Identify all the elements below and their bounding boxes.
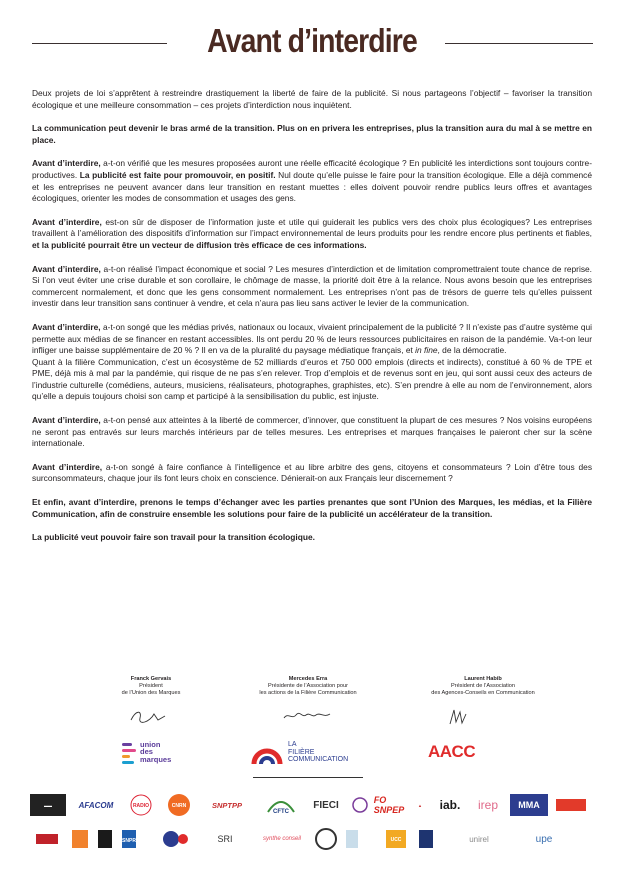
signatory-name: Franck Gervais — [130, 676, 172, 682]
partner-logo: SRI — [217, 834, 233, 844]
paragraph-text: a-t-on songé que les médias privés, nationaux ou locaux, vivaient principalement de la publicité ? Il n’existe pas d’autre système qui permette aux médias de se financer en restant accessibles. Ils ont perdu 20 % de leurs ressources publicitaires en raison de la pandémie. Va-t-on leur infliger une baisse supplémentaire de 20 % ? Il en va de la pluralité du paysage médiatique français, et — [32, 321, 592, 356]
partner-logo: ▬▬ — [30, 794, 66, 816]
partner-logo: AFACOM — [78, 800, 114, 810]
signatory-role: Présidente de l’Association pour — [268, 683, 348, 689]
paragraph-4 — [32, 322, 592, 403]
partner-logo: ▲ — [418, 802, 422, 808]
partner-logo: unirel — [469, 834, 489, 844]
partner-logo-text: CNRN — [171, 803, 187, 809]
paragraph-lead: Avant d’interdire, — [32, 461, 103, 472]
partner-logo — [34, 828, 60, 850]
signature-scrawl — [282, 706, 332, 726]
partner-logo: irep — [477, 798, 498, 812]
paragraph-text: a-t-on songé à faire confiance à l’intelligence et au libre arbitre des gens, citoyens et consommateurs ? Loin d’être tous des surconsommateurs, chaque jour ils font leurs choix en conscience. Dénierait-on aux Français leur discernement ? — [32, 461, 593, 484]
partner-logo — [124, 794, 158, 816]
logo-text: marques — [140, 754, 172, 764]
paragraph-6 — [32, 462, 592, 485]
partner-logo — [344, 828, 370, 850]
logo-text: COMMUNICATION — [288, 756, 349, 764]
partner-logo — [554, 794, 588, 816]
partner-logo — [264, 794, 298, 816]
signatory — [223, 676, 393, 697]
header — [0, 22, 624, 66]
paragraph-emphasis: et la publicité pourrait être un vecteur de diffusion très efficace de ces informations. — [32, 239, 367, 250]
page-title: Avant d’interdire — [207, 22, 417, 59]
partner-logo — [162, 828, 192, 850]
paragraph-lead: Avant d’interdire, — [32, 415, 101, 426]
thesis-paragraph: La communication peut devenir le bras armé de la transition. Plus on en privera les entreprises, plus la transition aura du mal à se mettre en place. — [32, 123, 592, 145]
logos-divider — [253, 777, 363, 778]
paragraph-text: a-t-on pensé aux atteintes à la liberté de commercer, d’innover, que constituent la plupart de ces mesures ? Nos voisins européens ne seront pas entravés sur leurs marchés intérieurs par de telles mesures. Les entreprises et marques françaises le paieront cher sur la scène internationale. — [32, 415, 592, 449]
header-rule-right — [445, 43, 593, 44]
partner-logo: iab. — [439, 798, 461, 812]
partner-logo: MMA — [510, 794, 548, 816]
logo-text: union — [140, 740, 161, 749]
partner-logo: FIECI — [313, 799, 339, 811]
signatory-name: Laurent Habib — [464, 676, 502, 682]
letter-body — [32, 88, 592, 556]
signatory-role: Président de l’Association — [450, 683, 516, 689]
signatory-role: de l’Union des Marques — [121, 690, 181, 696]
partner-logo — [70, 828, 90, 850]
paragraph-lead: Avant d’interdire, — [32, 321, 101, 332]
paragraph-text: , de la démocratie. — [437, 345, 507, 356]
paragraph-text: a-t-on réalisé l’impact économique et social ? Les mesures d’interdiction et de limitation compromettraient toute chance de reprise. Si l’on veut éviter une crise durable et son corollaire, le chômage de masse, la priorité doit être à la relance. Nous avons besoin que les entreprises commercent normalement, et donc que les gens consomment normalement. Les entreprises n’ont pas de trésors de guerre tels qu’elles puissent investir dans leur transition sans continuer à vendre, et cela n’aura pas lieu sans activer le levier de la communication. — [32, 263, 592, 309]
paragraph-italic: in fine — [415, 345, 438, 356]
signatory-role: les actions de la Filière Communication — [259, 690, 357, 696]
partner-logo: FO SNPEP — [373, 795, 405, 815]
paragraph-7: Et enfin, avant d’interdire, prenons le temps d’échanger avec les parties prenantes que sont l’Union des Marques, les médias, et la Filière Communication, afin de construire ensemble les solutions pour faire de la publicité un accélérateur de la transition. — [32, 497, 592, 519]
paragraph-text: Nul doute qu’elle puisse le faire pour la transition écologique. Elle a déjà commencé et les entreprises ne peuvent avancer dans leur transition en restant muettes : elles doivent pouvoir rendre publics leurs offres et avantages écologiques, orienter les modes de consommation et usages des gens. — [32, 169, 592, 204]
paragraph-3 — [32, 264, 592, 310]
signature-scrawl — [444, 706, 474, 728]
partner-logo — [416, 828, 436, 850]
signatory — [66, 676, 236, 697]
partner-logos-row — [30, 794, 595, 818]
partner-logo: upe — [535, 833, 553, 845]
partner-logo: synthe conseil — [262, 836, 302, 842]
partner-logo: SNPTPP — [211, 800, 242, 810]
logo-text: FILIÈRE — [288, 748, 315, 756]
partner-logo — [96, 828, 116, 850]
paragraph-text: a-t-on vérifié que les mesures proposées auront une réelle efficacité écologique ? En publicité les interdictions sont toujours contre-productives. — [32, 158, 592, 180]
partner-logo — [166, 794, 192, 816]
intro-paragraph: Deux projets de loi s’apprêtent à restreindre drastiquement la liberté de faire de la publicité. Si nous partageons l’objectif – favoriser la transition écologique et une meilleure consommation – ces projets d’interdiction nous inquiètent. — [32, 88, 592, 110]
paragraph-5 — [32, 415, 592, 450]
paragraph-emphasis: La publicité est faite pour promouvoir, en positif. — [79, 169, 276, 180]
logo-text: des — [140, 747, 153, 757]
partner-logo — [352, 794, 368, 816]
partner-logo-text: UCC — [390, 837, 402, 843]
closing-paragraph: La publicité veut pouvoir faire son travail pour la transition écologique. — [32, 532, 315, 543]
partner-logo-text: RADIO — [132, 803, 150, 809]
paragraph-text: Quant à la filière Communication, c’est un écosystème de 52 milliards d’euros et 750 000 emplois (directs et indirects), constitué à 60 % de TPE et PME, déjà mis à mal par la pandémie, qui risque de ne pas s’en relever. Trop d’emplois et de revenus sont en jeu, qui sont aussi ceux des acteurs de l’industrie culturelle (comédiens, auteurs, musiciens, réalisateurs, photographes, graphistes, etc). S’en prendre à elle au nom de l’environnement, alors qu’elle a depuis toujours choisi son camp et participé à la sensibilisation du public, est injuste. — [32, 356, 592, 402]
signatory-role: Président — [139, 683, 163, 689]
paragraph-lead: Avant d’interdire, — [32, 216, 102, 227]
paragraph-lead: Avant d’interdire, — [32, 263, 101, 274]
signatory-name: Mercedes Erra — [288, 676, 328, 682]
signature-scrawl — [128, 706, 168, 726]
partner-logo-text: SNPR — [122, 838, 136, 844]
partner-logos-row — [30, 828, 595, 852]
union-des-marques-logo — [122, 742, 192, 766]
partner-logo — [314, 828, 338, 850]
paragraph-lead: Avant d’interdire, — [32, 158, 101, 169]
aacc-logo: AACC — [428, 742, 476, 761]
signatory-role: des Agences-Conseils en Communication — [431, 690, 535, 696]
logo-text: LA — [288, 741, 297, 748]
partner-logo-text: CFTC — [273, 809, 289, 815]
partner-logo — [382, 828, 410, 850]
paragraph-text: est-on sûr de disposer de l’information juste et utile qui guiderait les publics vers des choix plus écologiques? Les entreprises travaillent à l’amélioration des dispositifs d’information sur l’impact environnemental de leurs produits pour les rendre encore plus pertinents et fiables, — [32, 216, 592, 239]
signatory — [398, 676, 568, 697]
paragraph-2 — [32, 217, 592, 252]
la-filiere-communication-logo — [250, 738, 380, 768]
paragraph-1 — [32, 158, 592, 204]
partner-logo — [120, 828, 156, 850]
